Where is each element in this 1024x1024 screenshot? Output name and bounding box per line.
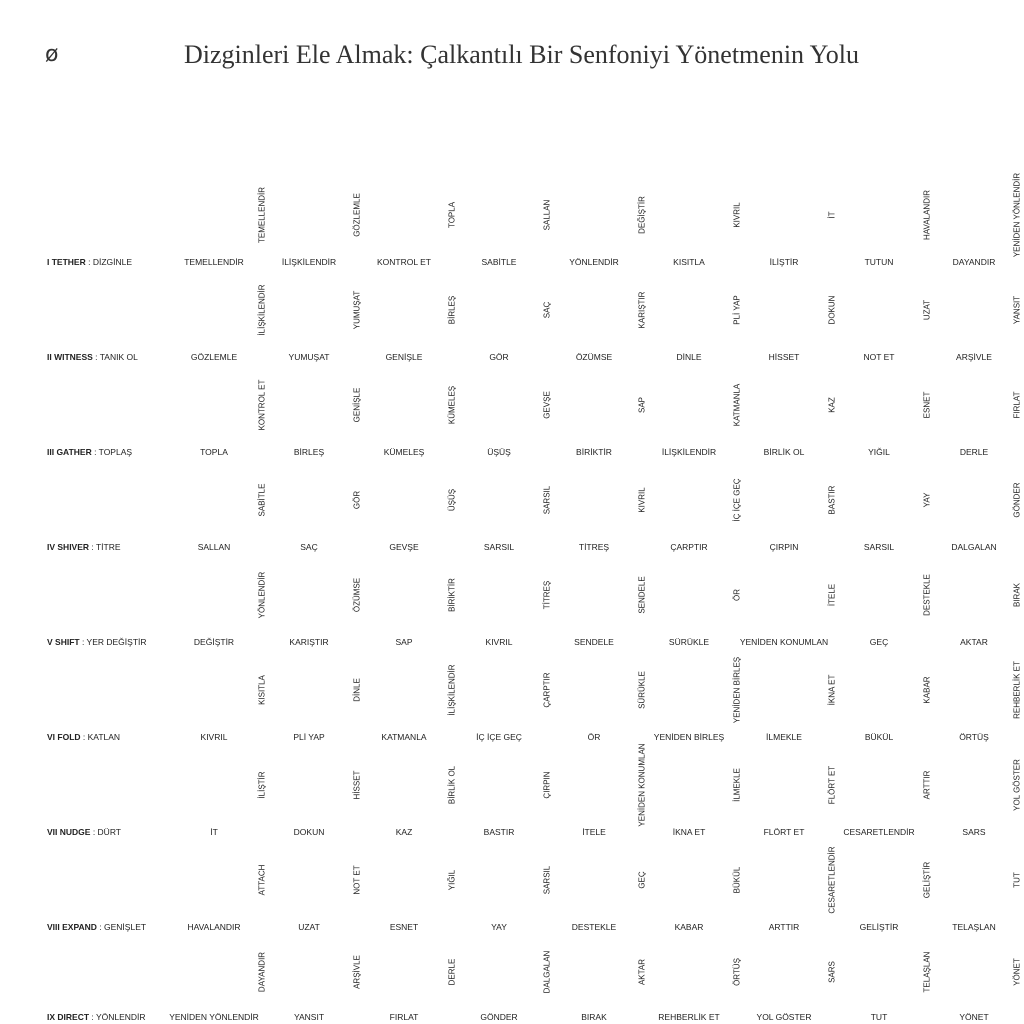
- vertical-word: HAVALANDIR: [922, 190, 932, 240]
- vertical-word: DESTEKLE: [922, 574, 932, 616]
- vertical-word: TİTREŞ: [542, 580, 552, 610]
- vertical-word: KISITLA: [257, 675, 267, 705]
- grid-word: BÜKÜL: [864, 732, 894, 742]
- grid-word: DESTEKLE: [571, 922, 617, 932]
- vertical-word: ÖRTÜŞ: [732, 958, 742, 986]
- grid-word: BİRİKTİR: [576, 447, 612, 457]
- grid-word: DİNLE: [676, 352, 702, 362]
- row-number: V SHIFT: [47, 637, 80, 647]
- grid-word: SAP: [395, 637, 413, 647]
- row-name: YER DEĞİŞTİR: [86, 637, 147, 647]
- vertical-word: İTELE: [827, 583, 837, 607]
- vertical-word: GÖZLEMLE: [352, 193, 362, 237]
- vertical-word: PLİ YAP: [732, 295, 742, 325]
- grid-word: HAVALANDIR: [187, 922, 241, 932]
- row-number: II WITNESS: [47, 352, 93, 362]
- grid-word: SABİTLE: [481, 257, 517, 267]
- vertical-word: REHBERLİK ET: [1012, 661, 1022, 719]
- vertical-word: KATMANLA: [732, 383, 742, 427]
- grid-word: KÜMELEŞ: [383, 447, 425, 457]
- grid-word: GENİŞLE: [385, 352, 423, 362]
- vertical-word: YUMUŞAT: [352, 290, 362, 330]
- grid-word: BİRLİK OL: [763, 447, 805, 457]
- grid-word: SENDELE: [574, 637, 614, 647]
- grid-word: GÖR: [489, 352, 509, 362]
- row-name: DİZGİNLE: [92, 257, 133, 267]
- vertical-word: GENİŞLE: [352, 387, 362, 423]
- row-label: II WITNESS : TANIK OL: [47, 352, 138, 362]
- grid-word: NOT ET: [863, 352, 895, 362]
- grid-word: FLÖRT ET: [763, 827, 805, 837]
- grid-word: TELAŞLAN: [952, 922, 996, 932]
- grid-word: DALGALAN: [951, 542, 997, 552]
- vertical-word: İLİŞKİLENDİR: [447, 664, 457, 716]
- grid-word: BİRLEŞ: [293, 447, 325, 457]
- grid-word: İLİŞTİR: [769, 257, 799, 267]
- vertical-word: KONTROL ET: [257, 379, 267, 431]
- vertical-word: KAZ: [827, 397, 837, 413]
- grid-word: ÖRTÜŞ: [959, 732, 989, 742]
- page-title: Dizginleri Ele Almak: Çalkantılı Bir Senfoniyi Yönetmenin Yolu: [184, 40, 859, 69]
- row-number: IX DIRECT: [47, 1012, 90, 1022]
- row-number: VI FOLD: [47, 732, 81, 742]
- vertical-word: GELİŞTİR: [922, 861, 932, 899]
- row-label: V SHIFT : YER DEĞİŞTİR: [47, 637, 147, 647]
- grid-word: ARTTIR: [768, 922, 800, 932]
- vertical-word: YÖNET: [1012, 958, 1022, 986]
- grid-word: FIRLAT: [389, 1012, 419, 1022]
- vertical-word: SAP: [637, 396, 647, 414]
- grid-word: KIVRIL: [485, 637, 513, 647]
- grid-word: YÖNET: [959, 1012, 989, 1022]
- grid-word: TEMELLENDİR: [184, 257, 244, 267]
- vertical-word: KIVRIL: [637, 487, 647, 513]
- vertical-word: YENİDEN YÖNLENDİR: [1012, 172, 1022, 258]
- grid-word: KAZ: [395, 827, 413, 837]
- vertical-word: YENİDEN BİRLEŞ: [732, 656, 742, 724]
- grid-word: GEVŞE: [389, 542, 419, 552]
- grid-word: YAY: [491, 922, 507, 932]
- vertical-word: DALGALAN: [542, 950, 552, 994]
- vertical-word: BİRİKTİR: [447, 578, 457, 612]
- grid-word: GEÇ: [869, 637, 889, 647]
- row-label: IX DIRECT : YÖNLENDİR: [47, 1012, 146, 1022]
- vertical-word: KABAR: [922, 676, 932, 704]
- vertical-word: ÖZÜMSE: [352, 577, 362, 613]
- grid-word: YENİDEN KONUMLAN: [739, 637, 829, 647]
- vertical-word: AKTAR: [637, 958, 647, 986]
- vertical-word: TOPLA: [447, 201, 457, 229]
- grid-word: İLİŞKİLENDİR: [661, 447, 717, 457]
- vertical-word: ÇIRPIN: [542, 771, 552, 799]
- grid-word: İKNA ET: [672, 827, 706, 837]
- grid-word: YUMUŞAT: [288, 352, 330, 362]
- vertical-word: SALLAN: [542, 199, 552, 231]
- vertical-word: DEĞİŞTİR: [637, 196, 647, 234]
- grid-word: DEĞİŞTİR: [193, 637, 235, 647]
- row-label: VII NUDGE : DÜRT: [47, 827, 122, 837]
- grid-word: BIRAK: [581, 1012, 607, 1022]
- grid-word: REHBERLİK ET: [658, 1012, 720, 1022]
- grid-word: SÜRÜKLE: [668, 637, 710, 647]
- vertical-word: FLÖRT ET: [827, 765, 837, 805]
- row-name: TİTRE: [95, 542, 121, 552]
- grid-word: HİSSET: [768, 352, 800, 362]
- grid-word: TİTREŞ: [578, 542, 610, 552]
- vertical-word: BIRAK: [1012, 582, 1022, 608]
- row-number: VIII EXPAND: [47, 922, 97, 932]
- grid-word: TUTUN: [864, 257, 894, 267]
- grid-word: SARS: [962, 827, 986, 837]
- grid-word: AKTAR: [960, 637, 988, 647]
- vertical-word: ARŞİVLE: [352, 955, 362, 989]
- grid-word: ESNET: [389, 922, 419, 932]
- grid-word: KISITLA: [673, 257, 705, 267]
- vertical-word: NOT ET: [352, 865, 362, 895]
- vertical-word: İLMEKLE: [732, 768, 742, 802]
- row-name: KATLAN: [87, 732, 121, 742]
- vertical-word: ESNET: [922, 391, 932, 419]
- grid-word: SALLAN: [197, 542, 231, 552]
- row-number: VII NUDGE: [47, 827, 91, 837]
- grid-word: SARSIL: [483, 542, 515, 552]
- grid-word: ÖR: [587, 732, 601, 742]
- grid-word: KARIŞTIR: [289, 637, 329, 647]
- vertical-word: DERLE: [447, 958, 457, 986]
- grid-word: ARŞİVLE: [956, 352, 992, 362]
- vertical-word: CESARETLENDİR: [827, 846, 837, 914]
- vertical-word: SARSIL: [542, 865, 552, 895]
- row-label: VIII EXPAND : GENİŞLET: [47, 922, 147, 932]
- row-label: I TETHER : DİZGİNLE: [47, 257, 133, 267]
- grid-word: TUT: [870, 1012, 888, 1022]
- vertical-word: SABİTLE: [257, 483, 267, 517]
- vertical-word: GÖNDER: [1012, 482, 1022, 518]
- vertical-word: KARIŞTIR: [637, 291, 647, 329]
- row-name: DÜRT: [97, 827, 122, 837]
- grid-word: GÖZLEMLE: [190, 352, 238, 362]
- vertical-word: DOKUN: [827, 295, 837, 325]
- grid-word: BASTIR: [483, 827, 515, 837]
- grid-word: İLİŞKİLENDİR: [281, 257, 337, 267]
- vertical-word: KÜMELEŞ: [447, 385, 457, 425]
- grid-word: İTELE: [582, 827, 606, 837]
- vertical-word: FIRLAT: [1012, 391, 1022, 419]
- grid-word: YIĞIL: [868, 447, 890, 457]
- grid-word: ÇIRPIN: [769, 542, 799, 552]
- vertical-word: GEÇ: [637, 871, 647, 889]
- grid-word: İÇ İÇE GEÇ: [476, 732, 522, 742]
- vertical-word: YENİDEN KONUMLAN: [637, 743, 647, 827]
- grid-word: CESARETLENDİR: [843, 827, 915, 837]
- grid-word: KABAR: [674, 922, 704, 932]
- row-name: YÖNLENDİR: [95, 1012, 146, 1022]
- grid-word: DAYANDIR: [952, 257, 996, 267]
- vertical-word: GÖR: [352, 490, 362, 510]
- row-label: IV SHIVER : TİTRE: [47, 542, 121, 552]
- vertical-word: SÜRÜKLE: [637, 671, 647, 709]
- row-name: GENİŞLET: [104, 922, 147, 932]
- vertical-word: ÖR: [732, 589, 742, 601]
- vertical-word: GEVŞE: [542, 391, 552, 419]
- grid-word: SARSIL: [863, 542, 895, 552]
- empty-set-logo-icon: ø: [45, 42, 59, 67]
- row-number: IV SHIVER: [47, 542, 90, 552]
- vertical-word: SARS: [827, 961, 837, 983]
- row-name: TOPLAŞ: [98, 447, 133, 457]
- vertical-word: YIĞIL: [447, 869, 457, 891]
- grid-word: DERLE: [959, 447, 989, 457]
- vertical-word: BÜKÜL: [732, 866, 742, 894]
- vertical-word: ÇARPTIR: [542, 672, 552, 708]
- vertical-word: UZAT: [922, 299, 932, 321]
- vertical-word: DAYANDIR: [257, 951, 267, 993]
- grid-word: ÜŞÜŞ: [487, 447, 511, 457]
- grid-word: KIVRIL: [200, 732, 228, 742]
- grid-word: YENİDEN YÖNLENDİR: [169, 1012, 259, 1022]
- vertical-word: SAÇ: [542, 301, 552, 319]
- vertical-word: YOL GÖSTER: [1012, 759, 1022, 811]
- vertical-word: HİSSET: [352, 770, 362, 800]
- vertical-word: YÖNLENDİR: [257, 571, 267, 619]
- row-name: TANIK OL: [99, 352, 138, 362]
- vertical-word: İLİŞTİR: [257, 771, 267, 799]
- grid-word: ÇARPTIR: [670, 542, 708, 552]
- vertical-word: ARTTIR: [922, 770, 932, 800]
- grid-word: TOPLA: [200, 447, 228, 457]
- row-label: VI FOLD : KATLAN: [47, 732, 121, 742]
- grid-word: KATMANLA: [381, 732, 427, 742]
- grid-word: YENİDEN BİRLEŞ: [653, 732, 725, 742]
- grid-word: YOL GÖSTER: [756, 1012, 812, 1022]
- row-number: I TETHER: [47, 257, 86, 267]
- vertical-word: TEMELLENDİR: [257, 186, 267, 244]
- grid-word: ÖZÜMSE: [575, 352, 613, 362]
- row-number: III GATHER: [47, 447, 92, 457]
- vertical-word: SARSIL: [542, 485, 552, 515]
- grid-word: UZAT: [298, 922, 320, 932]
- vertical-word: BİRLİK OL: [447, 765, 457, 805]
- vertical-word: KIVRIL: [732, 202, 742, 228]
- grid-word: DOKUN: [293, 827, 325, 837]
- grid-word: YANSIT: [293, 1012, 325, 1022]
- row-label: III GATHER : TOPLAŞ: [47, 447, 133, 457]
- vertical-word: TUT: [1012, 872, 1022, 888]
- grid-word: KONTROL ET: [377, 257, 431, 267]
- vertical-word: DİNLE: [352, 678, 362, 702]
- grid-word: SAÇ: [300, 542, 318, 552]
- grid-word: GÖNDER: [480, 1012, 518, 1022]
- grid-word: İLMEKLE: [766, 732, 802, 742]
- vertical-word: YANSIT: [1012, 295, 1022, 325]
- vertical-word: İKNA ET: [827, 674, 837, 706]
- vertical-word: BİRLEŞ: [447, 295, 457, 325]
- vertical-word: SENDELE: [637, 576, 647, 614]
- vertical-word: ATTACH: [257, 864, 267, 896]
- vertical-word: ÜŞÜŞ: [447, 488, 457, 512]
- grid-word: YÖNLENDİR: [569, 257, 619, 267]
- grid-word: GELİŞTİR: [859, 922, 899, 932]
- vertical-word: TELAŞLAN: [922, 951, 932, 993]
- vertical-word: BASTIR: [827, 485, 837, 515]
- vertical-word: İT: [827, 211, 837, 219]
- vertical-word: İLİŞKİLENDİR: [257, 284, 267, 336]
- grid-word: İT: [210, 827, 218, 837]
- vertical-word: İÇ İÇE GEÇ: [732, 478, 742, 522]
- grid-word: PLİ YAP: [293, 732, 325, 742]
- vertical-word: YAY: [922, 492, 932, 508]
